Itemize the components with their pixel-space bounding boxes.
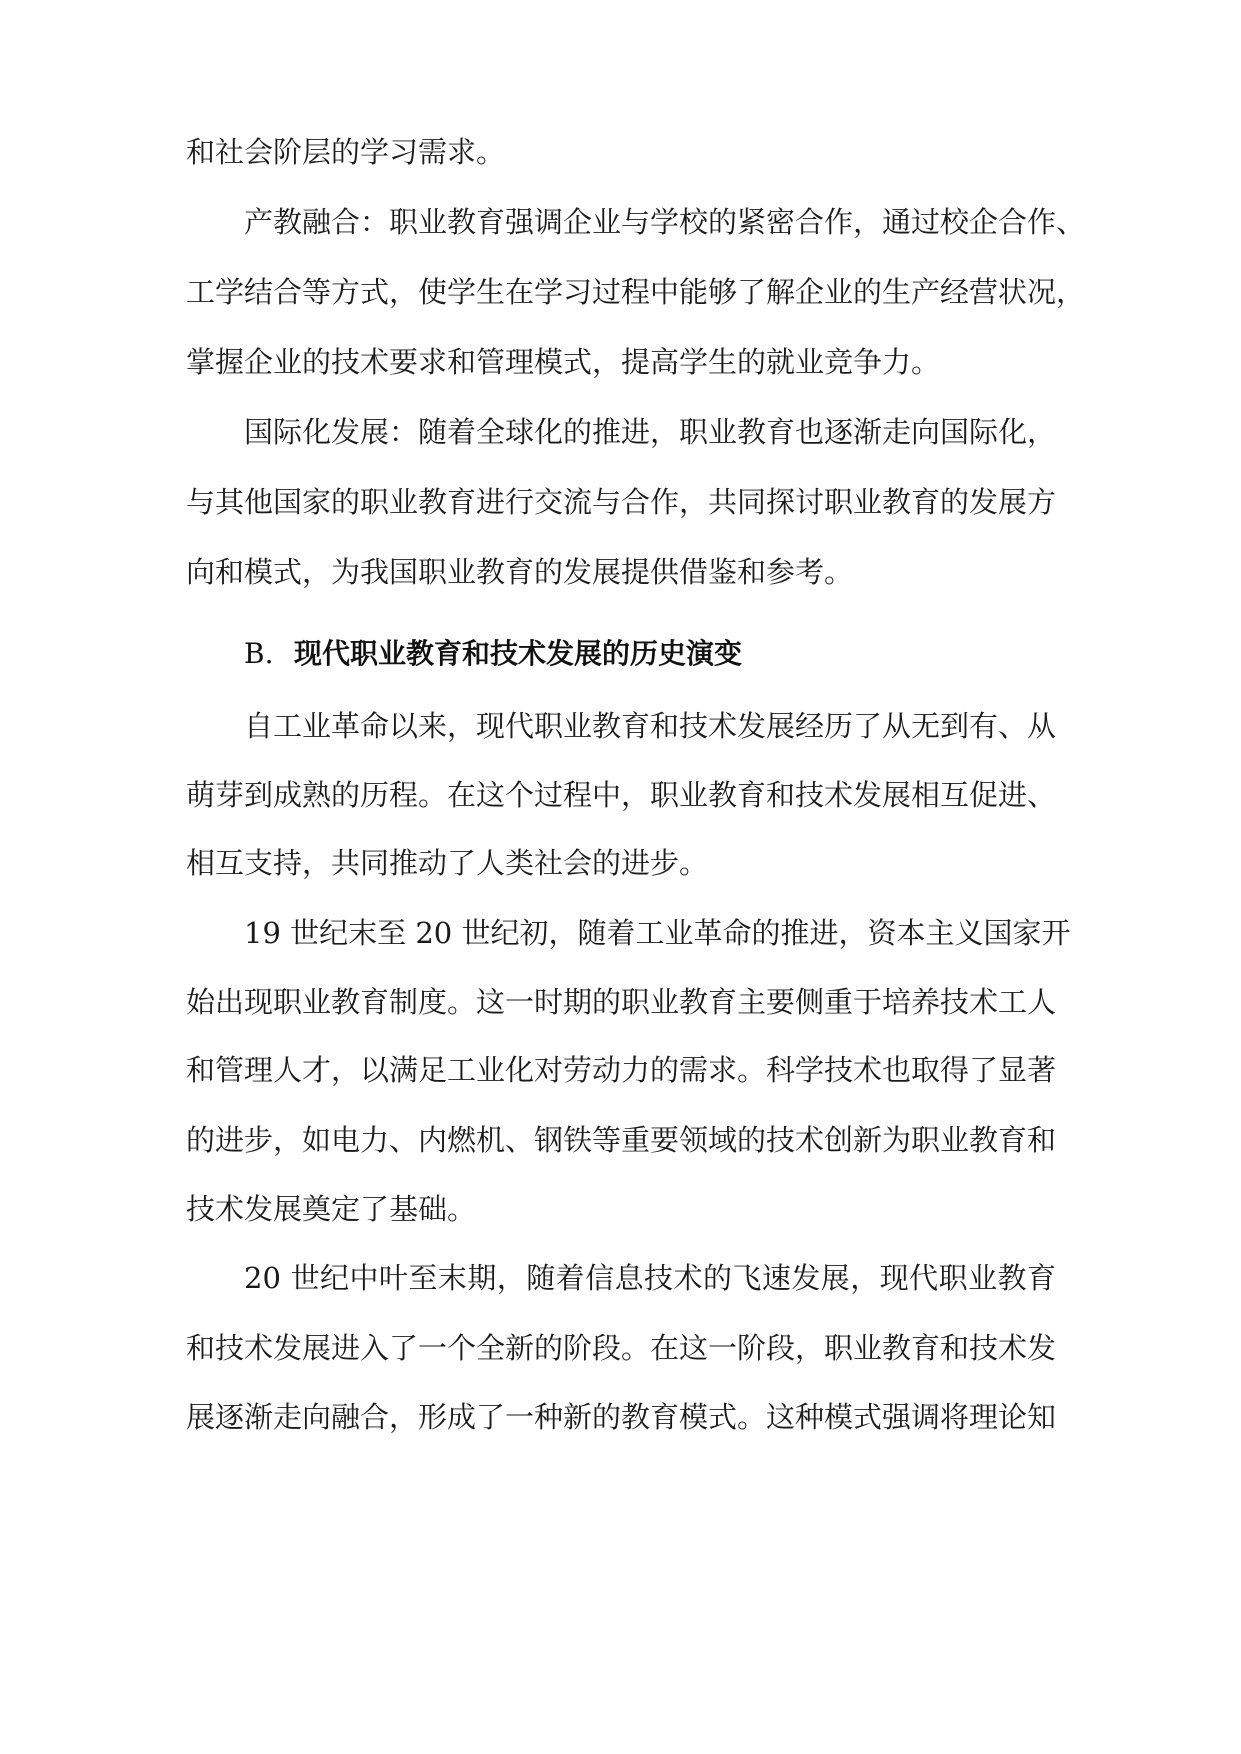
paragraph-4-line-2: 萌芽到成熟的历程。在这个过程中，职业教育和技术发展相互促进、 [186,778,1057,812]
paragraph-3-line-1: 国际化发展：随着全球化的推进，职业教育也逐渐走向国际化， [244,415,1057,449]
paragraph-3-line-2: 与其他国家的职业教育进行交流与合作，共同探讨职业教育的发展方 [186,485,1057,519]
section-number: B. [244,637,274,670]
paragraph-5-line-3: 和管理人才，以满足工业化对劳动力的需求。科学技术也取得了显著 [186,1053,1057,1087]
paragraph-3-line-3: 向和模式，为我国职业教育的发展提供借鉴和参考。 [186,555,854,589]
paragraph-5-line-5: 技术发展奠定了基础。 [186,1192,477,1226]
paragraph-5-line-4: 的进步，如电力、内燃机、钢铁等重要领域的技术创新为职业教育和 [186,1123,1057,1157]
paragraph-6-line-2: 和技术发展进入了一个全新的阶段。在这一阶段，职业教育和技术发 [186,1331,1057,1365]
paragraph-4-line-1: 自工业革命以来，现代职业教育和技术发展经历了从无到有、从 [244,709,1057,743]
paragraph-2-line-1: 产教融合：职业教育强调企业与学校的紧密合作，通过校企合作、 [244,205,1086,239]
paragraph-6-line-3: 展逐渐走向融合，形成了一种新的教育模式。这种模式强调将理论知 [186,1400,1057,1434]
paragraph-6-line-1: 20 世纪中叶至末期，随着信息技术的飞速发展，现代职业教育 [244,1261,1056,1295]
paragraph-2-line-2: 工学结合等方式，使学生在学习过程中能够了解企业的生产经营状况， [186,275,1086,309]
section-heading [244,634,742,674]
paragraph-5-line-2: 始出现职业教育制度。这一时期的职业教育主要侧重于培养技术工人 [186,985,1057,1019]
paragraph-2-line-3: 掌握企业的技术要求和管理模式，提高学生的就业竞争力。 [186,345,941,379]
paragraph-5-line-1: 19 世纪末至 20 世纪初，随着工业革命的推进，资本主义国家开 [244,916,1071,950]
section-title: 现代职业教育和技术发展的历史演变 [294,637,743,670]
paragraph-4-line-3: 相互支持，共同推动了人类社会的进步。 [186,846,709,880]
paragraph-1-line-1: 和社会阶层的学习需求。 [186,135,506,169]
